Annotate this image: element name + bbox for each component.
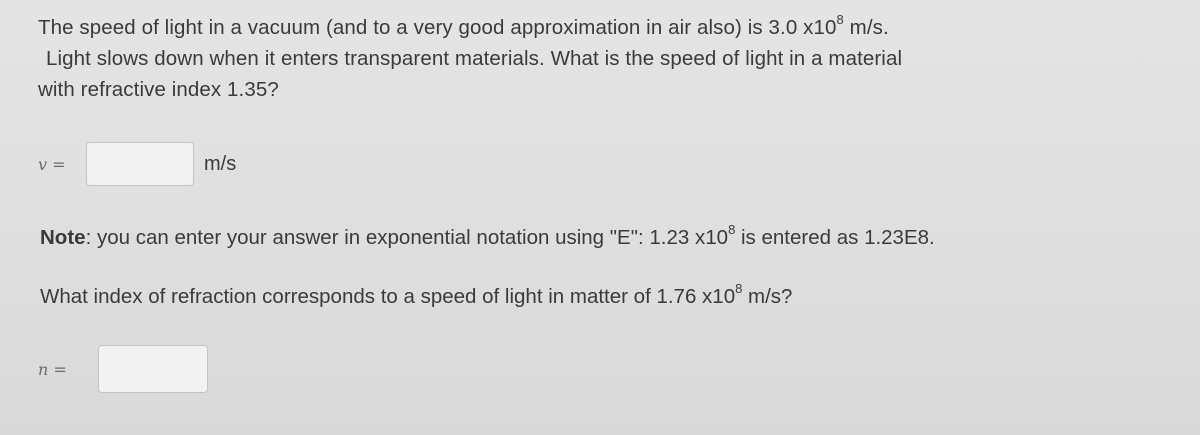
question-2-unit: m/s? [742,285,793,308]
index-answer-input[interactable] [98,345,208,393]
note-text-end: is entered as 1.23E8. [735,226,935,249]
question-2-main: What index of refraction corresponds to a speed of light in matter of 1.76 x10 [40,285,736,308]
speed-unit-label: m/s [204,152,237,175]
question-1-line-3: with refractive index 1.35? [38,78,279,101]
question-2-exponent: 8 [735,281,743,297]
question-1-line-1-text: The speed of light in a vacuum (and to a very good approximation in air also) is 3.0 x10 [38,16,837,39]
question-1-line-1 [38,12,1178,43]
note-text: : you can enter your answer in exponential notation using "E": 1.23 x10 [85,226,729,249]
exponent: 8 [836,12,844,28]
index-variable-label: n = [38,359,67,379]
speed-variable-label: v = [38,154,66,174]
question-1-line-2: Light slows down when it enters transparent materials. What is the speed of light in a material [46,47,903,70]
note-bold-label: Note [40,226,86,249]
index-answer-row [38,345,208,393]
question-1-text [38,12,1178,105]
question-1-line-1-unit: m/s. [843,16,889,39]
note-exponent: 8 [728,222,736,238]
question-2-text [40,281,793,309]
exponential-notation-note [40,222,935,250]
speed-answer-input[interactable] [86,142,194,186]
speed-answer-row [38,142,236,186]
